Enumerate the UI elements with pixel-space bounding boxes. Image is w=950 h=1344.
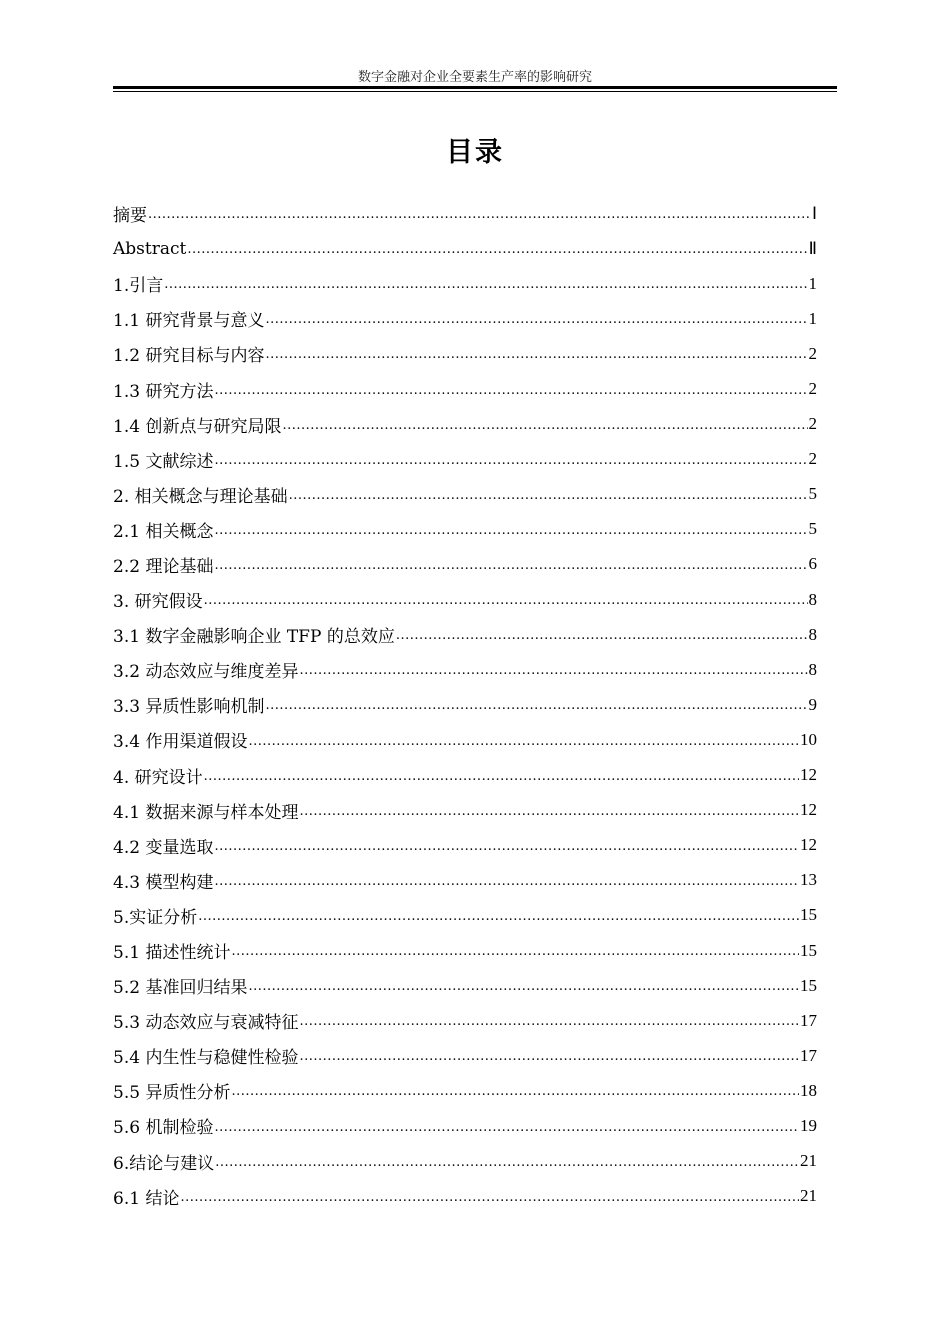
toc-entry-1-1[interactable] (113, 301, 817, 336)
toc-title: 目录 (446, 137, 504, 168)
dot-leader (214, 383, 807, 407)
toc-entry-page: 8 (808, 624, 817, 644)
dot-leader (396, 628, 808, 652)
dot-leader (299, 663, 807, 687)
toc-entry-4-3[interactable] (113, 863, 817, 898)
toc-entry-page: 19 (800, 1115, 817, 1135)
toc-entry-page: 8 (808, 659, 817, 679)
toc-entry-6-1[interactable] (113, 1179, 817, 1214)
toc-entry-3-1[interactable] (113, 617, 817, 652)
toc-entry-page: 10 (800, 729, 817, 749)
toc-entry-label: 4.1 数据来源与样本处理 (113, 802, 299, 823)
toc-entry-page: 6 (808, 554, 817, 574)
toc-entry-label: 3.1 数字金融影响企业 TFP 的总效应 (113, 627, 395, 648)
dot-leader (187, 242, 807, 266)
dot-leader (214, 874, 799, 898)
toc-entry-3-2[interactable] (113, 652, 817, 687)
toc-entry-label: 5.2 基准回归结果 (113, 978, 248, 999)
dot-leader (148, 207, 811, 231)
toc-entry-page: 18 (800, 1080, 817, 1100)
toc-entry-page: 12 (800, 835, 817, 855)
toc-entry-page: 9 (808, 694, 817, 714)
toc-entry-page: 17 (800, 1010, 817, 1030)
toc-entry-label: 3.2 动态效应与维度差异 (113, 662, 299, 683)
running-header: 数字金融对企业全要素生产率的影响研究 (357, 70, 592, 85)
toc-entry-3[interactable] (113, 582, 817, 617)
header-rule-thick (113, 86, 837, 89)
dot-leader (214, 839, 799, 863)
toc-entry-page: 5 (808, 484, 817, 504)
dot-leader (198, 909, 799, 933)
toc-entry-label: 5.4 内生性与稳健性检验 (113, 1048, 299, 1069)
toc-entry-5-5[interactable] (113, 1073, 817, 1108)
toc-entry-page: 15 (800, 940, 817, 960)
toc-entry-page: 2 (808, 414, 817, 434)
toc-entry-5-2[interactable] (113, 968, 817, 1003)
toc-entry-label: 5.3 动态效应与衰减特征 (113, 1013, 299, 1034)
toc-entry-2-2[interactable] (113, 547, 817, 582)
toc-entry-abstract-cn[interactable] (113, 196, 817, 231)
dot-leader (248, 734, 799, 758)
toc-entry-label: 1.4 创新点与研究局限 (113, 416, 282, 437)
toc-entry-page: 8 (808, 589, 817, 609)
toc-entry-4-1[interactable] (113, 793, 817, 828)
toc-entry-page: 15 (800, 905, 817, 925)
dot-leader (214, 1120, 799, 1144)
toc-entry-label: 1.1 研究背景与意义 (113, 311, 265, 332)
dot-leader (265, 312, 807, 336)
toc-entry-2[interactable] (113, 477, 817, 512)
toc-entry-5-6[interactable] (113, 1108, 817, 1143)
toc-entry-label: Abstract (113, 238, 187, 259)
toc-entry-label: 5.6 机制检验 (113, 1118, 214, 1139)
dot-leader (289, 488, 808, 512)
toc-entry-page: 2 (808, 449, 817, 469)
toc-entry-1-3[interactable] (113, 371, 817, 406)
toc-entry-1-2[interactable] (113, 336, 817, 371)
toc-entry-label: 6.结论与建议 (113, 1153, 215, 1174)
dot-leader (265, 347, 807, 371)
toc-entry-3-4[interactable] (113, 722, 817, 757)
dot-leader (265, 698, 807, 722)
dot-leader (214, 523, 807, 547)
toc-entry-4[interactable] (113, 758, 817, 793)
toc-entry-page: 13 (800, 870, 817, 890)
toc-entry-1-5[interactable] (113, 442, 817, 477)
toc-entry-abstract-en[interactable] (113, 231, 817, 266)
dot-leader (164, 277, 807, 301)
toc-entry-label: 2.1 相关概念 (113, 521, 214, 542)
toc-entry-page: Ⅱ (808, 238, 817, 258)
header-rule-thin (113, 91, 837, 92)
toc-entry-4-2[interactable] (113, 828, 817, 863)
toc-entry-label: 4. 研究设计 (113, 767, 203, 788)
toc-entry-label: 1.5 文献综述 (113, 451, 214, 472)
toc-entry-page: 5 (808, 519, 817, 539)
toc-entry-label: 1.引言 (113, 276, 164, 297)
toc-entry-page: 17 (800, 1045, 817, 1065)
toc-entry-6[interactable] (113, 1144, 817, 1179)
toc-entry-page: 12 (800, 765, 817, 785)
dot-leader (180, 1190, 799, 1214)
dot-leader (214, 453, 807, 477)
toc-entry-label: 3.4 作用渠道假设 (113, 732, 248, 753)
toc-entry-label: 摘要 (113, 206, 147, 227)
toc-entry-label: 2.2 理论基础 (113, 556, 214, 577)
toc-entry-page: 15 (800, 975, 817, 995)
toc-entry-label: 3.3 异质性影响机制 (113, 697, 265, 718)
toc-entry-page: 1 (808, 273, 817, 293)
toc-entry-5[interactable] (113, 898, 817, 933)
toc-entry-page: 2 (808, 343, 817, 363)
dot-leader (299, 804, 799, 828)
dot-leader (231, 944, 799, 968)
table-of-contents (113, 196, 817, 1214)
toc-entry-label: 1.3 研究方法 (113, 381, 214, 402)
dot-leader (215, 1155, 799, 1179)
toc-entry-label: 4.3 模型构建 (113, 872, 214, 893)
toc-entry-page: Ⅰ (811, 203, 817, 223)
dot-leader (299, 1014, 799, 1038)
toc-entry-label: 2. 相关概念与理论基础 (113, 486, 288, 507)
toc-entry-5-4[interactable] (113, 1038, 817, 1073)
toc-entry-label: 1.2 研究目标与内容 (113, 346, 265, 367)
toc-entry-label: 5.5 异质性分析 (113, 1083, 231, 1104)
dot-leader (231, 1084, 799, 1108)
dot-leader (204, 593, 808, 617)
dot-leader (214, 558, 807, 582)
toc-entry-label: 5.实证分析 (113, 907, 198, 928)
toc-entry-1[interactable] (113, 266, 817, 301)
toc-entry-page: 21 (800, 1151, 817, 1171)
toc-entry-3-3[interactable] (113, 687, 817, 722)
toc-entry-page: 2 (808, 379, 817, 399)
toc-entry-label: 3. 研究假设 (113, 592, 203, 613)
dot-leader (248, 979, 799, 1003)
toc-entry-label: 5.1 描述性统计 (113, 943, 231, 964)
toc-entry-5-3[interactable] (113, 1003, 817, 1038)
toc-entry-2-1[interactable] (113, 512, 817, 547)
toc-entry-1-4[interactable] (113, 407, 817, 442)
toc-entry-5-1[interactable] (113, 933, 817, 968)
dot-leader (299, 1049, 799, 1073)
dot-leader (282, 418, 807, 442)
toc-entry-label: 6.1 结论 (113, 1188, 180, 1209)
toc-entry-page: 1 (808, 308, 817, 328)
dot-leader (204, 769, 799, 793)
toc-entry-label: 4.2 变量选取 (113, 837, 214, 858)
toc-entry-page: 12 (800, 800, 817, 820)
toc-entry-page: 21 (800, 1186, 817, 1206)
